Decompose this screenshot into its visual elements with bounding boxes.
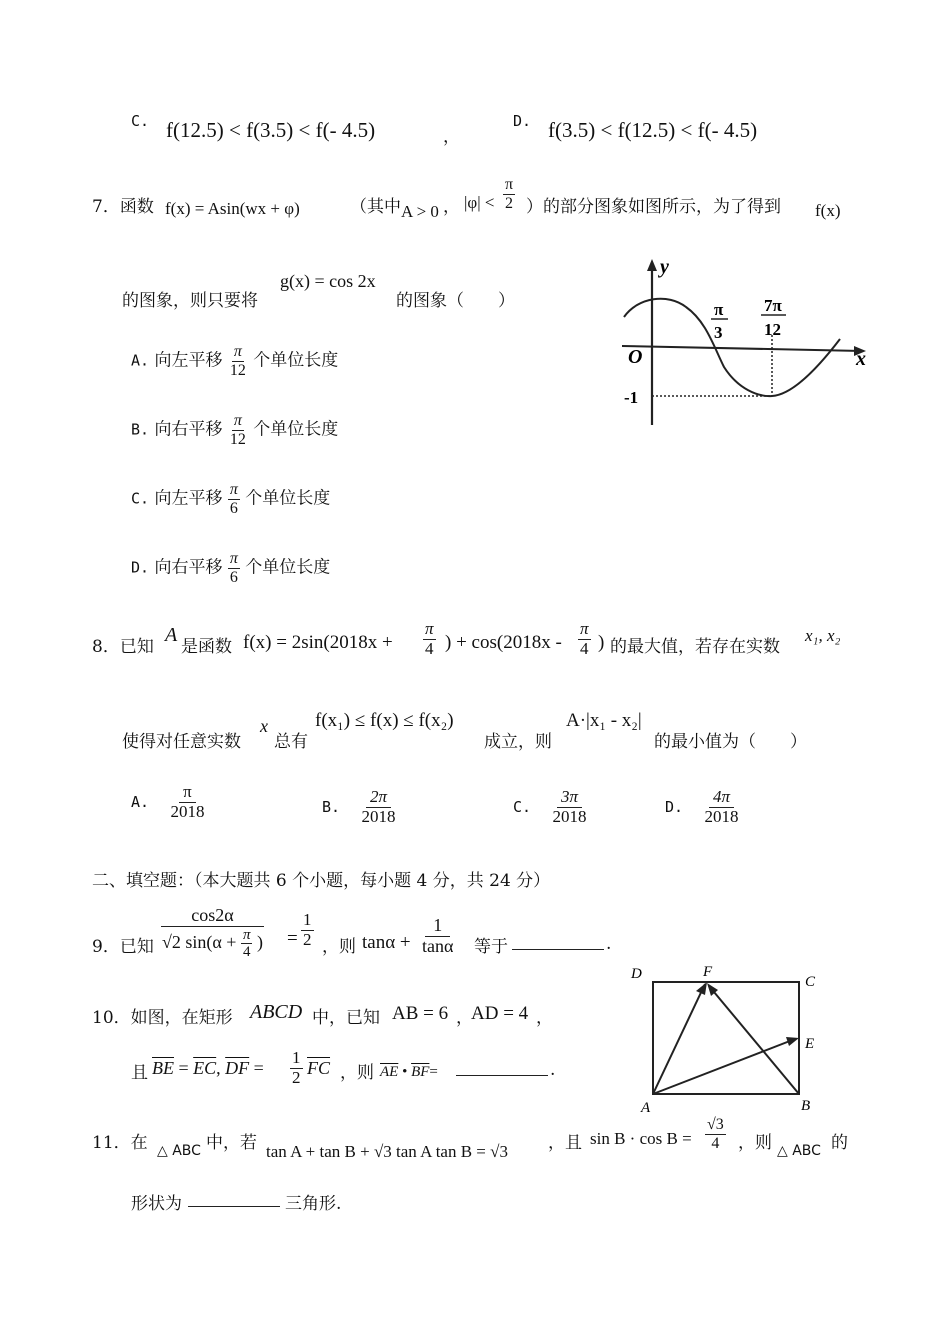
q10-rectangle-figure: [625, 958, 825, 1116]
q11-triangle-1: △ ABC: [157, 1143, 201, 1159]
q10-then: ，则: [340, 1063, 374, 1083]
q6-option-d-label: D.: [513, 112, 532, 130]
label-a: A: [641, 1100, 651, 1116]
q11-line2-a: 形状为: [131, 1194, 182, 1214]
option-label: C.: [513, 798, 532, 817]
denominator: 2018: [704, 806, 739, 826]
denominator: 12: [229, 430, 246, 448]
q8-line2-c: 成立，则: [484, 732, 552, 752]
option-fraction: [702, 788, 740, 826]
q7-line2-b: 的图象（ ）: [396, 291, 515, 311]
numerator: π: [580, 619, 589, 638]
q11-expr2: sin B · cos B =: [590, 1129, 692, 1148]
q11-sqrt3-over-4: [705, 1116, 726, 1152]
option-text: 个单位长度: [253, 350, 339, 371]
denominator: 6: [229, 499, 238, 517]
q10-end: .: [550, 1060, 556, 1080]
option-label: B.: [131, 420, 150, 439]
option-fraction: [228, 481, 240, 517]
option-text: 向左平移: [154, 350, 223, 371]
denominator: 2: [505, 194, 514, 212]
label-f: F: [703, 964, 713, 980]
option-fraction: [228, 550, 240, 586]
option-text: 向右平移: [154, 557, 223, 578]
y-label: y: [660, 256, 669, 278]
q10-text1: 中，已知: [312, 1008, 380, 1028]
q7-option-b: [131, 412, 338, 448]
numerator: π: [229, 550, 238, 567]
numerator: 2π: [366, 788, 391, 808]
numerator: 1: [303, 910, 312, 929]
denominator: 6: [229, 568, 238, 586]
tick-pi-3-num: π: [714, 300, 724, 319]
denominator: 2018: [170, 801, 205, 821]
q9-eq: =: [287, 928, 298, 949]
denominator: [160, 927, 265, 961]
y-axis-arrow: [647, 259, 657, 271]
den-part: √2 sin(α +: [162, 931, 237, 952]
tick-7pi-12-num: 7π: [764, 296, 782, 315]
tick-7pi-12-den: 12: [764, 320, 781, 339]
q8-a: A: [165, 624, 178, 646]
q9-end: .: [606, 934, 612, 954]
comma: ,: [216, 1058, 221, 1078]
q8-x: x: [260, 716, 268, 736]
q7-cond-a: A > 0: [401, 202, 439, 221]
denominator: 2018: [361, 806, 396, 826]
option-text: 向右平移: [154, 419, 223, 440]
q7-number: 7．函数: [92, 197, 154, 217]
q6-option-c-label: C.: [131, 112, 150, 130]
q11-answer-blank: [188, 1190, 280, 1212]
numerator: π: [233, 343, 242, 360]
q7-comma: ，: [443, 197, 460, 217]
q10-ad: AD = 4: [471, 1003, 529, 1024]
numerator: cos2α: [161, 906, 263, 927]
q9-then: ，则: [322, 937, 356, 957]
q9-main-fraction: [160, 906, 265, 961]
q7-function: f(x) = Asin(wx + φ): [165, 199, 300, 218]
vector-be: $\overline{BE}$: [152, 1058, 174, 1078]
q10-rect: ABCD: [250, 1001, 303, 1023]
q9-answer-blank: [512, 933, 604, 955]
q7-option-d: [131, 550, 330, 586]
x-label: x: [856, 348, 866, 370]
option-label: A.: [131, 351, 150, 370]
label-e: E: [805, 1036, 815, 1052]
denominator: 12: [229, 361, 246, 379]
eq: =: [178, 1058, 189, 1078]
q9-one-over-tan: [420, 916, 455, 957]
numerator: π: [242, 926, 251, 943]
option-text: 个单位长度: [253, 419, 339, 440]
q11-triangle-2: △ ABC: [777, 1143, 821, 1159]
q8-text1: 是函数: [181, 637, 232, 657]
q8-inequality: f(x₁) ≤ f(x) ≤ f(x₂): [315, 710, 454, 731]
q10-comma: ，: [536, 1008, 553, 1028]
option-label: C.: [131, 489, 150, 508]
q8-option-d: [665, 788, 740, 826]
numerator: 4π: [709, 788, 734, 808]
vector-df: $\overline{DF}$: [225, 1058, 250, 1078]
q8-func-b: ) + cos(2018x -: [445, 632, 562, 653]
q8-func-a: f(x) = 2sin(2018x +: [243, 632, 393, 653]
dot: •: [402, 1064, 408, 1080]
q7-sine-graph: [618, 255, 870, 430]
numerator: 1: [292, 1048, 301, 1067]
q10-vector-fc: $\overline{FC}$: [307, 1058, 331, 1078]
section2-heading: 二、填空题：（本大题共 6 个小题，每小题 4 分，共 24 分）: [92, 871, 551, 891]
numerator: π: [179, 783, 196, 803]
arrow-f-head: [696, 982, 707, 995]
denominator: 4: [580, 638, 589, 658]
q8-line2-a: 使得对任意实数: [122, 732, 241, 752]
q6-option-c-expr: f(12.5) < f(3.5) < f(- 4.5): [166, 118, 376, 142]
q11-text3: ，则: [738, 1133, 772, 1153]
numerator: π: [229, 481, 238, 498]
q11-number: 11．在: [92, 1133, 148, 1153]
q11-expr: tan A + tan B + √3 tan A tan B = √3: [266, 1142, 508, 1161]
q7-option-a: [131, 343, 338, 379]
q10-ab: AB = 6: [392, 1003, 449, 1024]
q7-tail: ）的部分图象如图所示，为了得到: [526, 197, 781, 217]
q8-expr: A·|x₁ - x₂|: [566, 710, 642, 731]
vector-bf: $\overline{BF}$: [411, 1064, 430, 1080]
q11-text1: 中，若: [206, 1133, 257, 1153]
denominator: 4: [242, 944, 251, 961]
q6-option-d-expr: f(3.5) < f(12.5) < f(- 4.5): [548, 118, 758, 142]
q8-number: 8．已知: [92, 637, 154, 657]
tick-pi-3-den: 3: [714, 323, 723, 342]
denominator: 2: [303, 929, 312, 949]
label-d: D: [631, 966, 642, 982]
q10-vector-eq: [152, 1058, 264, 1079]
denominator: 2: [292, 1067, 301, 1087]
option-text: 向左平移: [154, 488, 223, 509]
option-fraction: [168, 783, 206, 821]
denominator: 4: [425, 638, 434, 658]
option-label: D.: [131, 558, 150, 577]
rectangle-abcd: [653, 982, 799, 1094]
numerator: √3: [707, 1116, 724, 1133]
segment-bf: [709, 986, 799, 1094]
q8-option-a: [131, 783, 206, 821]
q7-cond-open: （其中: [350, 197, 401, 217]
label-b: B: [801, 1098, 811, 1114]
q8-x1x2: x₁, x₂: [805, 626, 841, 645]
denominator: 4: [711, 1134, 720, 1152]
pi-over-4: [241, 927, 253, 961]
option-fraction: [550, 788, 588, 826]
q8-func-c: ): [598, 632, 605, 653]
eq: =: [429, 1064, 438, 1080]
q7-cond-phi: |φ| <: [464, 193, 495, 212]
q9-number: 9．已知: [92, 937, 154, 957]
numerator: 3π: [557, 788, 582, 808]
arrow-e-head: [786, 1037, 799, 1046]
label-c: C: [805, 974, 816, 990]
q8-option-b: [322, 788, 397, 826]
vector-ae: $\overline{AE}$: [380, 1064, 399, 1080]
q10-answer-blank: [456, 1059, 548, 1081]
eq: =: [253, 1058, 264, 1078]
option-fraction: [359, 788, 397, 826]
q8-line2-b: 总有: [274, 732, 308, 752]
numerator: π: [233, 412, 242, 429]
denominator: 2018: [552, 806, 587, 826]
q9-equals: 等于: [474, 937, 508, 957]
q10-half: [290, 1049, 303, 1087]
q8-text2: 的最大值，若存在实数: [610, 637, 780, 657]
q11-text4: 的: [831, 1133, 848, 1153]
option-text: 个单位长度: [245, 488, 331, 509]
option-fraction: [228, 412, 248, 448]
q9-tan: tanα +: [362, 932, 411, 953]
q11-text2: ，且: [548, 1133, 582, 1153]
option-label: B.: [322, 798, 341, 817]
option-label: D.: [665, 798, 684, 817]
q9-half: [301, 911, 314, 949]
q8-option-c: [513, 788, 588, 826]
q11-line2-b: 三角形.: [285, 1194, 342, 1214]
denominator: tanα: [422, 935, 454, 956]
option-fraction: [228, 343, 248, 379]
numerator: π: [425, 619, 434, 638]
vector-ec: $\overline{EC}$: [193, 1058, 217, 1078]
numerator: 1: [425, 916, 450, 937]
q10-number: 10．如图，在矩形: [92, 1008, 233, 1028]
q8-pi-over-4-b: [578, 620, 591, 658]
neg-one-label: -1: [624, 388, 639, 407]
origin-label: O: [628, 346, 643, 368]
numerator: π: [505, 176, 514, 193]
q8-pi-over-4-a: [423, 620, 436, 658]
q7-pi-over-2: [503, 176, 515, 212]
q7-line2-a: 的图象，则只要将: [122, 291, 258, 311]
x-axis: [622, 346, 862, 351]
q7-option-c: [131, 481, 330, 517]
q6-option-c-sep: ，: [443, 127, 460, 147]
q10-line2-a: 且: [131, 1063, 148, 1083]
q7-fx: f(x): [815, 201, 841, 220]
q10-dot-product: [380, 1064, 438, 1081]
q10-sep: ，: [456, 1008, 473, 1028]
option-text: 个单位长度: [245, 557, 331, 578]
den-part: ): [256, 931, 263, 952]
q8-line2-d: 的最小值为（ ）: [654, 732, 807, 752]
q7-gx: g(x) = cos 2x: [280, 271, 376, 291]
option-label: A.: [131, 793, 150, 812]
